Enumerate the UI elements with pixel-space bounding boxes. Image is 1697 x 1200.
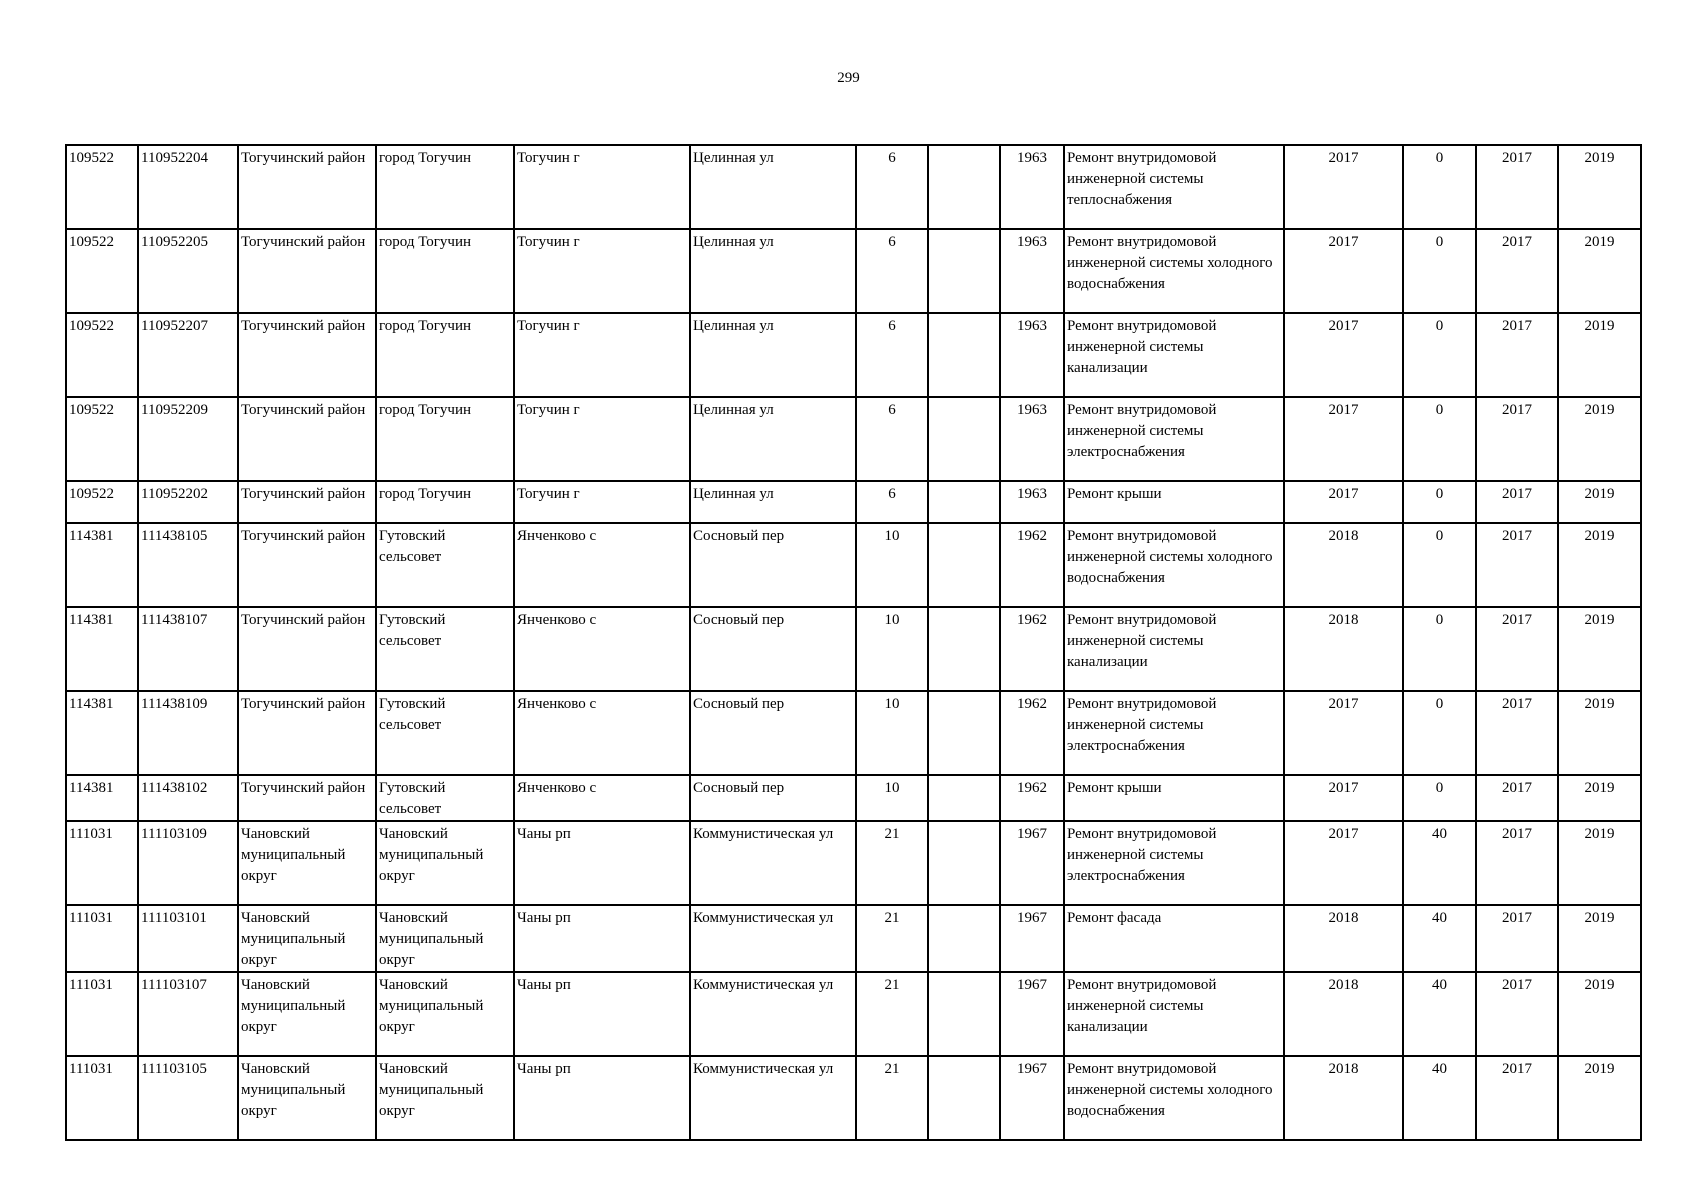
table-row: [66, 481, 1641, 523]
work-type-cell: Ремонт внутридомовой инженерной системы электроснабжения: [1064, 691, 1284, 775]
locality-cell: Янченково с: [514, 691, 690, 775]
settlement-cell: Чановский муниципальный округ: [376, 1056, 514, 1140]
building-cell: [928, 145, 1000, 229]
work-code-cell: 111438102: [138, 775, 238, 821]
year-built-cell: 1962: [1000, 691, 1064, 775]
period-start-cell: 2017: [1476, 607, 1558, 691]
locality-cell: Тогучин г: [514, 481, 690, 523]
house-number-cell: 21: [856, 821, 928, 905]
house-number-cell: 6: [856, 145, 928, 229]
building-cell: [928, 1056, 1000, 1140]
year-built-cell: 1967: [1000, 1056, 1064, 1140]
house-id-cell: 111031: [66, 905, 138, 972]
work-type-cell: Ремонт крыши: [1064, 481, 1284, 523]
work-type-cell: Ремонт внутридомовой инженерной системы электроснабжения: [1064, 397, 1284, 481]
period-end-cell: 2019: [1558, 523, 1641, 607]
building-cell: [928, 397, 1000, 481]
period-end-cell: 2019: [1558, 313, 1641, 397]
house-id-cell: 111031: [66, 972, 138, 1056]
year-built-cell: 1963: [1000, 313, 1064, 397]
table-row: [66, 1056, 1641, 1140]
building-cell: [928, 691, 1000, 775]
plan-year-cell: 2018: [1284, 972, 1403, 1056]
year-built-cell: 1963: [1000, 145, 1064, 229]
year-built-cell: 1967: [1000, 821, 1064, 905]
work-type-cell: Ремонт внутридомовой инженерной системы холодного водоснабжения: [1064, 229, 1284, 313]
period-start-cell: 2017: [1476, 972, 1558, 1056]
table-row: [66, 691, 1641, 775]
table-row: [66, 313, 1641, 397]
plan-year-cell: 2017: [1284, 313, 1403, 397]
plan-year-cell: 2018: [1284, 523, 1403, 607]
work-code-cell: 111438109: [138, 691, 238, 775]
settlement-cell: Чановский муниципальный округ: [376, 972, 514, 1056]
house-id-cell: 109522: [66, 145, 138, 229]
settlement-cell: Гутовский сельсовет: [376, 523, 514, 607]
district-cell: Чановский муниципальный округ: [238, 905, 376, 972]
year-built-cell: 1963: [1000, 397, 1064, 481]
value-cell: 0: [1403, 397, 1476, 481]
value-cell: 0: [1403, 607, 1476, 691]
value-cell: 0: [1403, 775, 1476, 821]
table-row: [66, 905, 1641, 972]
locality-cell: Чаны рп: [514, 905, 690, 972]
plan-year-cell: 2017: [1284, 691, 1403, 775]
work-type-cell: Ремонт внутридомовой инженерной системы канализации: [1064, 313, 1284, 397]
year-built-cell: 1967: [1000, 972, 1064, 1056]
locality-cell: Тогучин г: [514, 229, 690, 313]
district-cell: Тогучинский район: [238, 523, 376, 607]
repair-register-table: [65, 144, 1642, 1141]
year-built-cell: 1962: [1000, 775, 1064, 821]
settlement-cell: город Тогучин: [376, 145, 514, 229]
locality-cell: Тогучин г: [514, 313, 690, 397]
house-number-cell: 10: [856, 775, 928, 821]
house-id-cell: 114381: [66, 523, 138, 607]
table-row: [66, 821, 1641, 905]
settlement-cell: Гутовский сельсовет: [376, 691, 514, 775]
work-type-cell: Ремонт фасада: [1064, 905, 1284, 972]
building-cell: [928, 481, 1000, 523]
house-number-cell: 10: [856, 607, 928, 691]
period-end-cell: 2019: [1558, 481, 1641, 523]
district-cell: Тогучинский район: [238, 481, 376, 523]
period-start-cell: 2017: [1476, 481, 1558, 523]
district-cell: Тогучинский район: [238, 775, 376, 821]
settlement-cell: город Тогучин: [376, 397, 514, 481]
building-cell: [928, 607, 1000, 691]
work-code-cell: 111103105: [138, 1056, 238, 1140]
street-cell: Коммунистическая ул: [690, 821, 856, 905]
work-type-cell: Ремонт внутридомовой инженерной системы теплоснабжения: [1064, 145, 1284, 229]
house-id-cell: 114381: [66, 775, 138, 821]
building-cell: [928, 821, 1000, 905]
house-id-cell: 109522: [66, 397, 138, 481]
work-code-cell: 110952204: [138, 145, 238, 229]
year-built-cell: 1963: [1000, 481, 1064, 523]
district-cell: Чановский муниципальный округ: [238, 972, 376, 1056]
work-type-cell: Ремонт внутридомовой инженерной системы канализации: [1064, 972, 1284, 1056]
street-cell: Сосновый пер: [690, 691, 856, 775]
work-type-cell: Ремонт крыши: [1064, 775, 1284, 821]
house-id-cell: 111031: [66, 821, 138, 905]
district-cell: Чановский муниципальный округ: [238, 1056, 376, 1140]
table-row: [66, 397, 1641, 481]
street-cell: Сосновый пер: [690, 607, 856, 691]
locality-cell: Янченково с: [514, 775, 690, 821]
period-end-cell: 2019: [1558, 607, 1641, 691]
period-start-cell: 2017: [1476, 313, 1558, 397]
house-number-cell: 10: [856, 523, 928, 607]
district-cell: Чановский муниципальный округ: [238, 821, 376, 905]
locality-cell: Чаны рп: [514, 972, 690, 1056]
value-cell: 40: [1403, 821, 1476, 905]
period-end-cell: 2019: [1558, 397, 1641, 481]
period-start-cell: 2017: [1476, 821, 1558, 905]
house-number-cell: 21: [856, 905, 928, 972]
period-start-cell: 2017: [1476, 775, 1558, 821]
building-cell: [928, 972, 1000, 1056]
work-code-cell: 110952205: [138, 229, 238, 313]
table-row: [66, 607, 1641, 691]
street-cell: Целинная ул: [690, 229, 856, 313]
house-id-cell: 109522: [66, 313, 138, 397]
page-number: 299: [837, 70, 860, 86]
settlement-cell: город Тогучин: [376, 481, 514, 523]
district-cell: Тогучинский район: [238, 607, 376, 691]
year-built-cell: 1962: [1000, 607, 1064, 691]
period-end-cell: 2019: [1558, 229, 1641, 313]
work-type-cell: Ремонт внутридомовой инженерной системы электроснабжения: [1064, 821, 1284, 905]
district-cell: Тогучинский район: [238, 145, 376, 229]
building-cell: [928, 775, 1000, 821]
house-id-cell: 114381: [66, 607, 138, 691]
locality-cell: Чаны рп: [514, 1056, 690, 1140]
period-start-cell: 2017: [1476, 1056, 1558, 1140]
house-number-cell: 6: [856, 397, 928, 481]
locality-cell: Чаны рп: [514, 821, 690, 905]
house-number-cell: 21: [856, 1056, 928, 1140]
year-built-cell: 1962: [1000, 523, 1064, 607]
period-start-cell: 2017: [1476, 905, 1558, 972]
house-number-cell: 6: [856, 313, 928, 397]
value-cell: 0: [1403, 229, 1476, 313]
house-number-cell: 6: [856, 481, 928, 523]
street-cell: Целинная ул: [690, 397, 856, 481]
value-cell: 0: [1403, 691, 1476, 775]
period-start-cell: 2017: [1476, 229, 1558, 313]
plan-year-cell: 2018: [1284, 1056, 1403, 1140]
plan-year-cell: 2017: [1284, 229, 1403, 313]
value-cell: 0: [1403, 145, 1476, 229]
period-start-cell: 2017: [1476, 145, 1558, 229]
street-cell: Коммунистическая ул: [690, 972, 856, 1056]
settlement-cell: город Тогучин: [376, 229, 514, 313]
period-start-cell: 2017: [1476, 397, 1558, 481]
table-row: [66, 145, 1641, 229]
street-cell: Коммунистическая ул: [690, 905, 856, 972]
period-end-cell: 2019: [1558, 775, 1641, 821]
work-code-cell: 111438105: [138, 523, 238, 607]
plan-year-cell: 2018: [1284, 905, 1403, 972]
house-id-cell: 109522: [66, 481, 138, 523]
settlement-cell: Чановский муниципальный округ: [376, 821, 514, 905]
value-cell: 0: [1403, 313, 1476, 397]
house-number-cell: 10: [856, 691, 928, 775]
building-cell: [928, 229, 1000, 313]
building-cell: [928, 905, 1000, 972]
street-cell: Сосновый пер: [690, 523, 856, 607]
building-cell: [928, 313, 1000, 397]
locality-cell: Тогучин г: [514, 145, 690, 229]
street-cell: Целинная ул: [690, 145, 856, 229]
value-cell: 40: [1403, 1056, 1476, 1140]
table-row: [66, 775, 1641, 821]
plan-year-cell: 2017: [1284, 821, 1403, 905]
table-row: [66, 523, 1641, 607]
value-cell: 0: [1403, 523, 1476, 607]
district-cell: Тогучинский район: [238, 397, 376, 481]
house-number-cell: 21: [856, 972, 928, 1056]
period-end-cell: 2019: [1558, 145, 1641, 229]
work-code-cell: 110952202: [138, 481, 238, 523]
period-start-cell: 2017: [1476, 523, 1558, 607]
period-start-cell: 2017: [1476, 691, 1558, 775]
house-id-cell: 109522: [66, 229, 138, 313]
street-cell: Целинная ул: [690, 481, 856, 523]
settlement-cell: город Тогучин: [376, 313, 514, 397]
work-code-cell: 111438107: [138, 607, 238, 691]
work-type-cell: Ремонт внутридомовой инженерной системы холодного водоснабжения: [1064, 523, 1284, 607]
building-cell: [928, 523, 1000, 607]
plan-year-cell: 2017: [1284, 775, 1403, 821]
plan-year-cell: 2017: [1284, 481, 1403, 523]
house-id-cell: 111031: [66, 1056, 138, 1140]
district-cell: Тогучинский район: [238, 691, 376, 775]
table-row: [66, 972, 1641, 1056]
plan-year-cell: 2017: [1284, 397, 1403, 481]
table-row: [66, 229, 1641, 313]
district-cell: Тогучинский район: [238, 229, 376, 313]
work-code-cell: 110952209: [138, 397, 238, 481]
work-code-cell: 110952207: [138, 313, 238, 397]
plan-year-cell: 2018: [1284, 607, 1403, 691]
period-end-cell: 2019: [1558, 691, 1641, 775]
house-id-cell: 114381: [66, 691, 138, 775]
work-code-cell: 111103107: [138, 972, 238, 1056]
work-code-cell: 111103109: [138, 821, 238, 905]
work-type-cell: Ремонт внутридомовой инженерной системы холодного водоснабжения: [1064, 1056, 1284, 1140]
district-cell: Тогучинский район: [238, 313, 376, 397]
locality-cell: Тогучин г: [514, 397, 690, 481]
year-built-cell: 1963: [1000, 229, 1064, 313]
period-end-cell: 2019: [1558, 905, 1641, 972]
locality-cell: Янченково с: [514, 607, 690, 691]
settlement-cell: Гутовский сельсовет: [376, 607, 514, 691]
settlement-cell: Гутовский сельсовет: [376, 775, 514, 821]
table-body: [66, 145, 1641, 1140]
work-code-cell: 111103101: [138, 905, 238, 972]
settlement-cell: Чановский муниципальный округ: [376, 905, 514, 972]
period-end-cell: 2019: [1558, 1056, 1641, 1140]
street-cell: Коммунистическая ул: [690, 1056, 856, 1140]
street-cell: Сосновый пер: [690, 775, 856, 821]
value-cell: 40: [1403, 972, 1476, 1056]
plan-year-cell: 2017: [1284, 145, 1403, 229]
locality-cell: Янченково с: [514, 523, 690, 607]
value-cell: 40: [1403, 905, 1476, 972]
value-cell: 0: [1403, 481, 1476, 523]
house-number-cell: 6: [856, 229, 928, 313]
year-built-cell: 1967: [1000, 905, 1064, 972]
street-cell: Целинная ул: [690, 313, 856, 397]
period-end-cell: 2019: [1558, 821, 1641, 905]
period-end-cell: 2019: [1558, 972, 1641, 1056]
work-type-cell: Ремонт внутридомовой инженерной системы канализации: [1064, 607, 1284, 691]
